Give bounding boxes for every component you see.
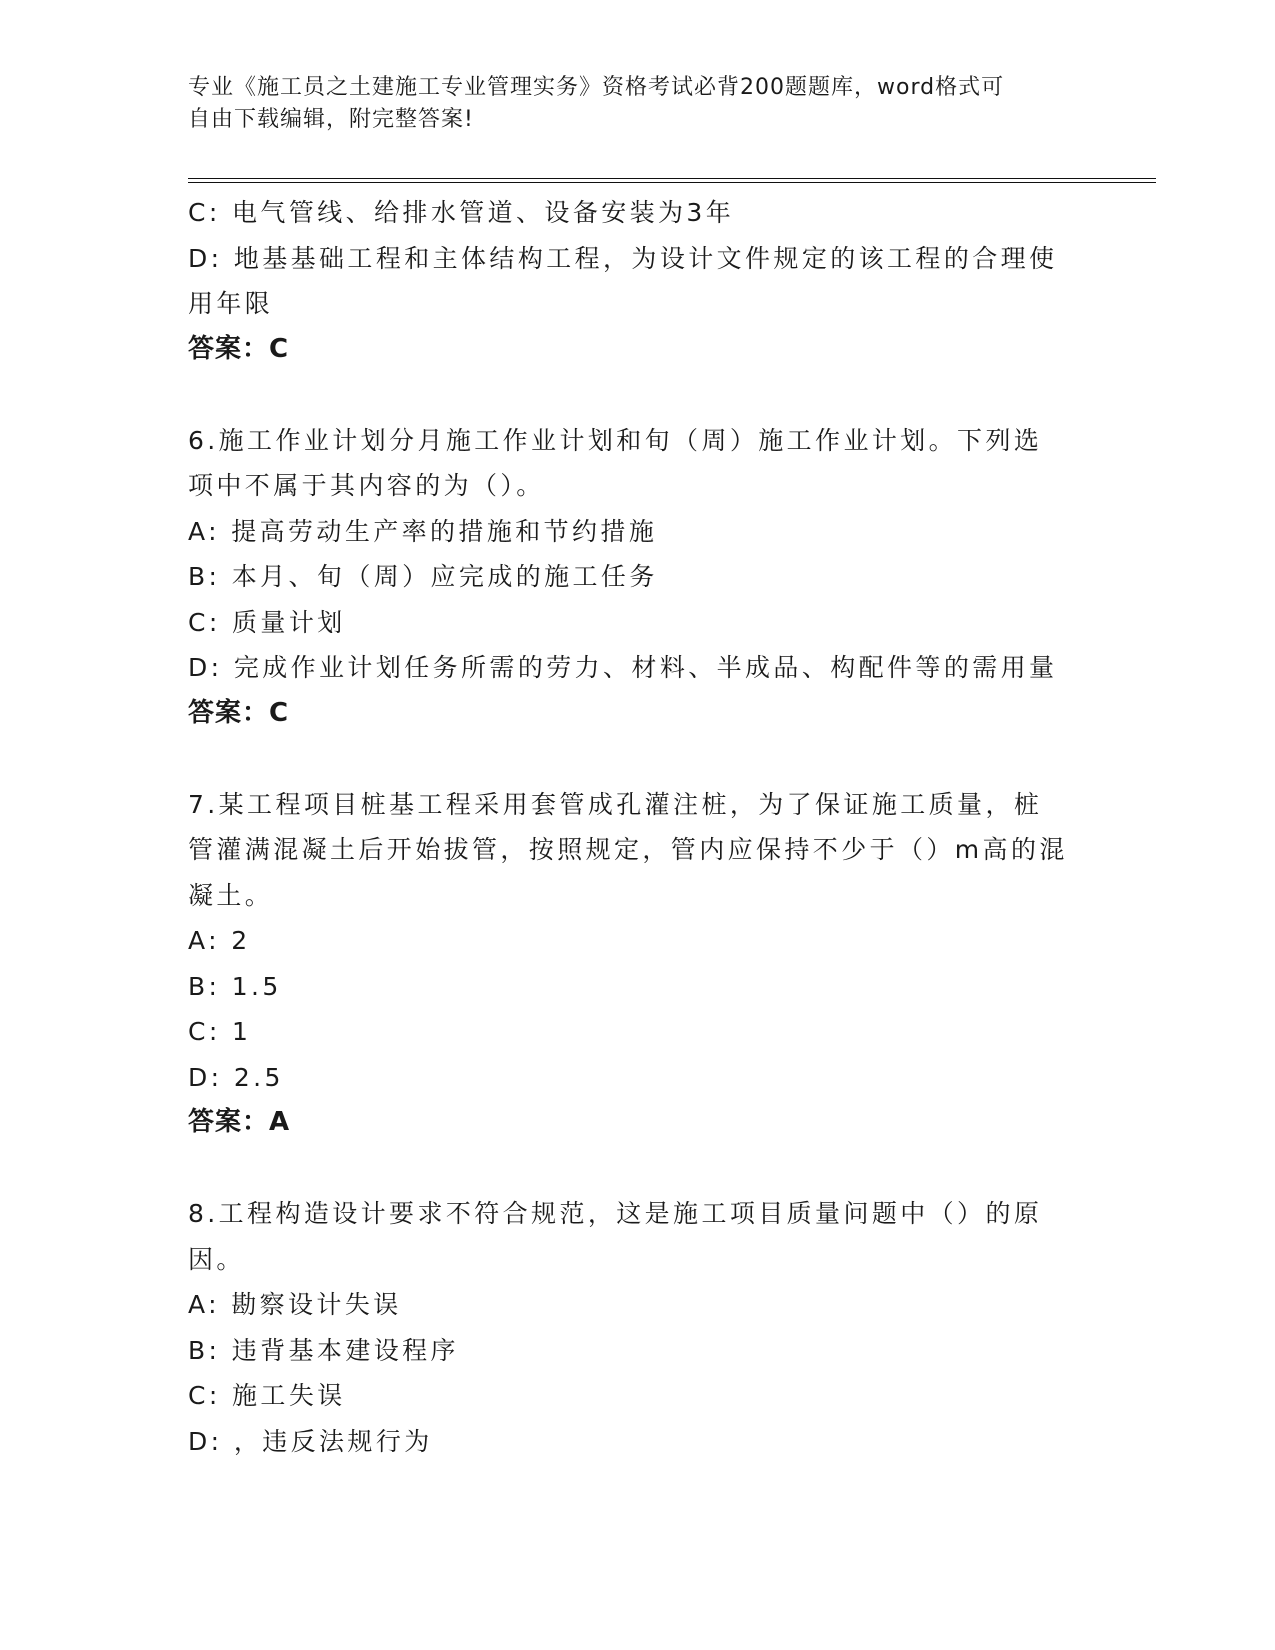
option-a: A: 勘察设计失误 — [188, 1290, 402, 1319]
option-c: C: 电气管线、给排水管道、设备安装为3年 — [188, 198, 735, 227]
option-b: B: 1.5 — [188, 971, 282, 1001]
question-stem: 7.某工程项目桩基工程采用套管成孔灌注桩，为了保证施工质量，桩 — [188, 789, 1043, 819]
question-list — [188, 190, 1088, 1464]
header-line-1: 专业《施工员之土建施工专业管理实务》资格考试必背200题题库，word格式可 — [188, 75, 1005, 100]
answer: 答案：C — [188, 333, 290, 364]
question-7 — [188, 782, 1088, 1146]
document-header — [188, 72, 1068, 136]
continued-question — [188, 190, 1088, 372]
option-d: D: 2.5 — [188, 1062, 284, 1092]
question-stem: 管灌满混凝土后开始拔管，按照规定，管内应保持不少于（）m高的混 — [188, 835, 1068, 864]
spacer — [188, 372, 1088, 418]
answer: 答案：C — [188, 697, 290, 728]
question-stem: 凝土。 — [188, 880, 274, 910]
option-b: B: 违背基本建设程序 — [188, 1335, 459, 1365]
option-d-continued: 用年限 — [188, 289, 274, 318]
question-stem: 6.施工作业计划分月施工作业计划和旬（周）施工作业计划。下列选 — [188, 425, 1043, 455]
question-6 — [188, 418, 1088, 737]
option-a: A: 提高劳动生产率的措施和节约措施 — [188, 516, 658, 546]
answer: 答案：A — [188, 1107, 291, 1137]
option-a: A: 2 — [188, 926, 251, 955]
question-stem: 项中不属于其内容的为（）。 — [188, 471, 545, 500]
header-line-2: 自由下载编辑，附完整答案! — [188, 107, 474, 132]
option-c: C: 施工失误 — [188, 1381, 346, 1410]
question-stem: 因。 — [188, 1244, 245, 1274]
option-c: C: 1 — [188, 1017, 252, 1046]
option-d: D: ，违反法规行为 — [188, 1426, 433, 1456]
header-divider — [188, 178, 1156, 183]
question-8 — [188, 1191, 1088, 1464]
option-c: C: 质量计划 — [188, 607, 346, 637]
option-d: D: 完成作业计划任务所需的劳力、材料、半成品、构配件等的需用量 — [188, 653, 1058, 682]
option-d: D: 地基基础工程和主体结构工程，为设计文件规定的该工程的合理使 — [188, 243, 1058, 273]
option-b: B: 本月、旬（周）应完成的施工任务 — [188, 562, 658, 591]
spacer — [188, 1146, 1088, 1192]
spacer — [188, 736, 1088, 782]
question-stem: 8.工程构造设计要求不符合规范，这是施工项目质量问题中（）的原 — [188, 1199, 1043, 1228]
